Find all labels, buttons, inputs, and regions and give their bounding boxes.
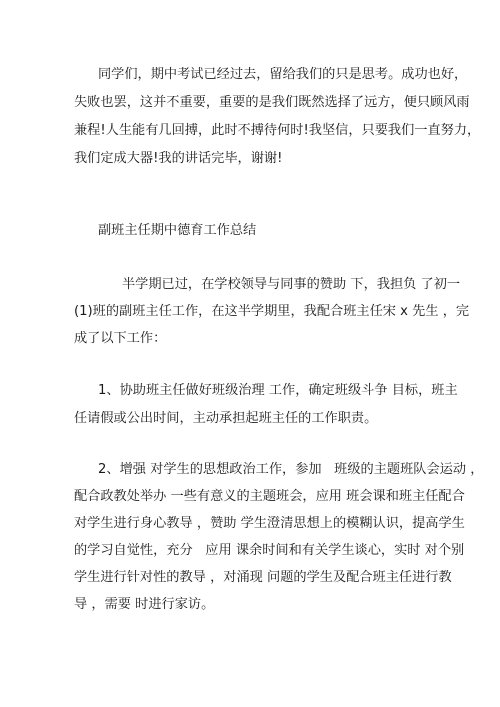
- paragraph-1-line-2: 失败也罢，这并不重要，重要的是我们既然选择了远方，便只顾风雨: [74, 95, 470, 110]
- paragraph-2-line-3: 成了以下工作：: [74, 331, 167, 346]
- paragraph-3-line-1: 1、协助班主任做好班级治理 工作，确定班级斗争 目标，班主: [98, 383, 458, 398]
- paragraph-1-line-1: 同学们，期中考试已经过去，留给我们的只是思考。成功也好，: [98, 67, 468, 82]
- paragraph-1-line-4: 我们定成大器!我的讲话完毕，谢谢!: [74, 151, 283, 166]
- paragraph-2-line-1: 半学期已过，在学校领导与同事的赞助 下，我担负 了初一: [122, 277, 461, 292]
- paragraph-4-line-1: 2、增强 对学生的思想政治工作，参加 班级的主题班队会运动 ，: [98, 462, 484, 477]
- paragraph-2-line-2: (1)班的副班主任工作，在这半学期里，我配合班主任宋 x 先生 ，完: [74, 304, 470, 319]
- paragraph-1-line-3: 兼程!人生能有几回搏，此时不搏待何时!我坚信，只要我们一直努力，: [74, 123, 481, 138]
- paragraph-4-line-2: 配合政教处举办 一些有意义的主题班会，应用 班会课和班主任配合: [74, 489, 465, 504]
- paragraph-4-line-4: 的学习自觉性，充分 应用 课余时间和有关学生谈心，实时 对个别: [74, 543, 465, 558]
- section-title: 副班主任期中德育工作总结: [98, 223, 257, 238]
- paragraph-4-line-6: 导 ，需要 时进行家访。: [74, 597, 215, 612]
- paragraph-4-line-5: 学生进行针对性的教导 ，对涌现 问题的学生及配合班主任进行教: [74, 570, 452, 585]
- paragraph-3-line-2: 任请假或公出时间，主动承担起班主任的工作职责。: [74, 411, 378, 426]
- paragraph-4-line-3: 对学生进行身心教导 ，赞助 学生澄清思想上的模糊认识，提高学生: [74, 516, 465, 531]
